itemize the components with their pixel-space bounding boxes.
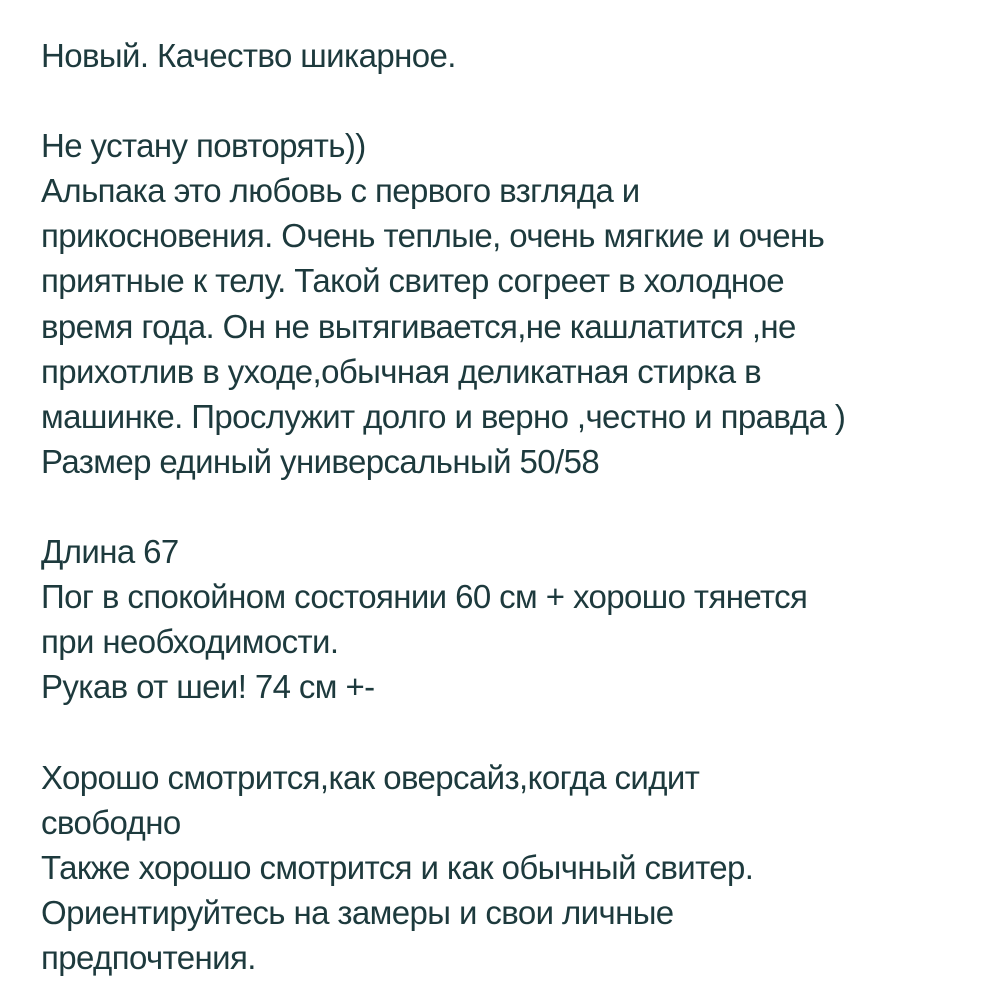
text-line: Хорошо смотрится,как оверсайз,когда сидит (41, 758, 700, 796)
text-line: Размер единый универсальный 50/58 (41, 442, 600, 480)
text-line: Длина 67 (41, 533, 179, 571)
text-line: машинке. Прослужит долго и верно ,честно и правда ) (41, 397, 846, 435)
text-line: время года. Он не вытягивается,не кашлатится ,не (41, 307, 796, 345)
text-line: прихотлив в уходе,обычная деликатная стирка в (41, 352, 762, 390)
text-line: свободно (41, 803, 181, 841)
text-line: Новый. Качество шикарное. (41, 37, 456, 74)
text-line: Ориентируйтесь на замеры и свои личные (41, 893, 674, 931)
blank-line (41, 78, 984, 123)
text-line: при необходимости. (41, 623, 339, 661)
text-line: Рукав от шеи! 74 см +- (41, 668, 375, 706)
blank-line (41, 709, 984, 754)
text-line: Также хорошо смотрится и как обычный свитер. (41, 848, 754, 886)
blank-line (41, 484, 984, 529)
text-line: предпочтения. (41, 938, 256, 976)
text-line: Пог в спокойном состоянии 60 см + хорошо тянется (41, 578, 808, 616)
text-line: приятные к телу. Такой свитер согреет в холодное (41, 262, 784, 300)
text-line: прикосновения. Очень теплые, очень мягкие и очень (41, 217, 825, 255)
text-line: Альпака это любовь с первого взгляда и (41, 172, 640, 210)
text-line: Не устану повторять)) (41, 127, 366, 165)
